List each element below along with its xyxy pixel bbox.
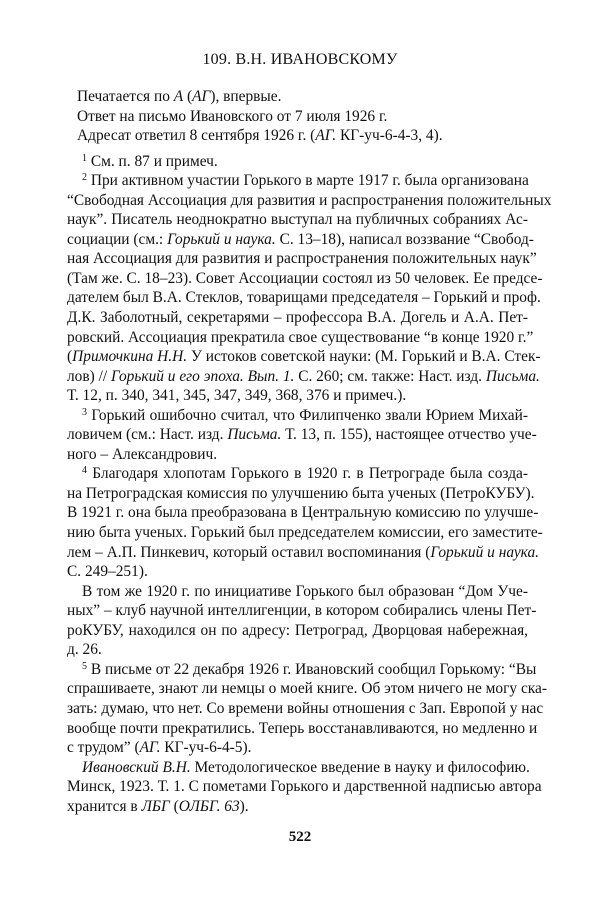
text-line bbox=[67, 171, 528, 191]
text-line bbox=[67, 230, 534, 250]
text-run: роКУБУ, находился он по адресу: Петроград, Дворцовая набережная, bbox=[67, 621, 528, 639]
text-run: Минск, 1923. Т. 1. С пометами Горького и дарственной надписью автора bbox=[67, 778, 542, 796]
text-line bbox=[67, 503, 539, 523]
italic-reference: Горький и наука. bbox=[430, 543, 540, 561]
text-run: Адресат ответил 8 сентября 1926 г. ( bbox=[77, 127, 316, 145]
publication-note bbox=[67, 87, 528, 146]
italic-reference: А bbox=[173, 88, 184, 105]
footnote-paragraph bbox=[67, 406, 537, 465]
text-line bbox=[67, 758, 528, 778]
text-line bbox=[67, 107, 528, 127]
text-line bbox=[67, 445, 528, 465]
text-line bbox=[67, 308, 528, 328]
text-run: дателем был В.А. Стеклов, товарищами председателя – Горький и проф. bbox=[67, 289, 541, 307]
footnote-paragraph bbox=[67, 758, 542, 817]
text-line bbox=[67, 191, 552, 211]
italic-reference: АГ. bbox=[139, 739, 161, 757]
footnote-paragraph bbox=[67, 660, 548, 758]
text-run: ного – Александрович. bbox=[67, 445, 218, 463]
italic-reference: Горький и его эпоха. Вып. 1. bbox=[111, 367, 295, 385]
text-run: нию быта ученых. Горький был председателем комиссии, его заместите- bbox=[67, 524, 543, 542]
text-run: ловичем (см.: Наст. изд. bbox=[67, 426, 228, 444]
text-run: В том же 1920 г. по инициативе Горького был образован “Дом Уче- bbox=[82, 582, 528, 600]
text-run: наук”. Писатель неоднократно выступал на публичных собраниях Ас- bbox=[67, 211, 528, 229]
text-run: социации (см.: bbox=[67, 230, 168, 248]
italic-reference: Примочкина Н.Н. bbox=[72, 348, 188, 366]
text-run: вообще почти прекратились. Теперь восстанавливаются, но медленно и bbox=[67, 719, 538, 737]
text-line bbox=[67, 406, 528, 426]
text-run: С. 13–18), написал воззвание “Свобод- bbox=[275, 230, 534, 248]
text-line bbox=[67, 87, 528, 107]
text-line bbox=[67, 699, 544, 719]
text-line bbox=[67, 152, 528, 172]
text-line bbox=[67, 543, 540, 563]
italic-reference: АГ. bbox=[315, 127, 337, 145]
text-run: Т. 13, п. 155), настоящее отчество уче- bbox=[281, 426, 537, 444]
text-line bbox=[67, 621, 528, 641]
text-run: У истоков советской науки: (М. Горький и В.А. Стек- bbox=[187, 348, 541, 366]
text-line bbox=[67, 777, 542, 797]
text-line bbox=[67, 562, 528, 582]
text-run: д. 26. bbox=[67, 641, 102, 659]
text-run: С. 260; см. также: Наст. изд. bbox=[294, 367, 486, 385]
text-line bbox=[67, 210, 528, 230]
text-run: лем – А.П. Пинкевич, который оставил воспоминания ( bbox=[67, 543, 431, 561]
text-line bbox=[67, 660, 537, 680]
italic-reference: АГ bbox=[192, 88, 211, 105]
text-line bbox=[67, 601, 537, 621]
text-run: КГ-уч-6-4-5). bbox=[160, 739, 252, 757]
text-line bbox=[67, 464, 528, 484]
text-line bbox=[67, 328, 534, 348]
text-run: См. п. 87 и примеч. bbox=[87, 152, 218, 170]
text-run: на Петроградская комиссия по улучшению быта ученых (ПетроКУБУ). bbox=[67, 484, 535, 502]
text-run: “Свободная Ассоциация для развития и распространения положительных bbox=[67, 191, 552, 209]
text-line bbox=[67, 738, 528, 758]
text-line bbox=[67, 249, 537, 269]
text-run: с трудом” ( bbox=[67, 739, 140, 757]
footnote-paragraph bbox=[67, 171, 552, 406]
footnote-paragraph bbox=[67, 464, 543, 581]
text-run: Печатается по bbox=[77, 88, 174, 105]
text-run: ных” – клуб научной интеллигенции, в котором собирались члены Пет- bbox=[67, 602, 537, 620]
text-run: КГ-уч-6-4-3, 4). bbox=[336, 127, 443, 145]
text-run: ( bbox=[67, 348, 73, 366]
text-run: Горький ошибочно считал, что Филипченко звали Юрием Михай- bbox=[87, 406, 528, 424]
text-line bbox=[67, 719, 538, 739]
italic-reference: ЛБГ bbox=[141, 797, 170, 815]
italic-reference: Письма. bbox=[227, 426, 282, 444]
footnote-paragraph bbox=[67, 582, 537, 660]
text-run: спрашиваете, знают ли немцы о моей книге. Об этом ничего не могу ска- bbox=[67, 680, 548, 698]
text-run: (Там же. С. 18–23). Совет Ассоциации состоял из 50 человек. Ее предсе- bbox=[67, 269, 543, 287]
text-run: В письме от 22 декабря 1926 г. Ивановский сообщил Горькому: “Вы bbox=[87, 660, 537, 678]
text-run: ), впервые. bbox=[210, 88, 282, 105]
text-line bbox=[67, 797, 528, 817]
page-number: 522 bbox=[288, 829, 312, 845]
text-line bbox=[67, 288, 541, 308]
text-line bbox=[67, 582, 528, 602]
text-run: хранится в bbox=[67, 797, 142, 815]
footnote-number: 4 bbox=[82, 465, 87, 477]
text-line bbox=[67, 126, 528, 146]
text-run: При активном участии Горького в марте 1917 г. была организована bbox=[87, 172, 529, 190]
text-line bbox=[67, 269, 543, 289]
text-run: С. 249–251). bbox=[67, 563, 148, 581]
text-run: зать: думаю, что нет. Со времени войны отношения с Зап. Европой у нас bbox=[67, 699, 544, 717]
text-run: ная Ассоциация для развития и распространения положительных наук” bbox=[67, 250, 537, 268]
commentary-text bbox=[67, 87, 552, 816]
text-run: ( bbox=[169, 797, 179, 815]
text-run: В 1921 г. она была преобразована в Центральную комиссию по улучше- bbox=[67, 504, 539, 522]
text-line bbox=[67, 484, 535, 504]
text-run: ( bbox=[183, 88, 193, 105]
text-line bbox=[67, 386, 528, 406]
italic-reference: Ивановский В.Н. bbox=[82, 758, 191, 776]
text-run: Т. 12, п. 340, 341, 345, 347, 349, 368, 376 и примеч.). bbox=[67, 387, 407, 405]
italic-reference: ОЛБГ. 63 bbox=[178, 797, 240, 815]
text-line bbox=[67, 425, 537, 445]
footnote-number: 2 bbox=[82, 172, 87, 184]
text-run: ровский. Ассоциация прекратила свое существование “в конце 1920 г.” bbox=[67, 328, 534, 346]
text-run: лов) // bbox=[67, 367, 112, 385]
text-run: Благодаря хлопотам Горького в 1920 г. в Петрограде была созда- bbox=[87, 465, 528, 483]
italic-reference: Горький и наука. bbox=[167, 230, 276, 248]
text-line bbox=[67, 523, 543, 543]
footnote-number: 1 bbox=[82, 152, 87, 164]
text-line bbox=[67, 640, 528, 660]
letter-heading: 109. В.Н. ИВАНОВСКОМУ bbox=[202, 51, 398, 68]
text-run: Методологическое введение в науку и философию. bbox=[190, 758, 530, 776]
italic-reference: Письма. bbox=[485, 367, 540, 385]
text-line bbox=[67, 347, 541, 367]
footnote-number: 5 bbox=[82, 660, 87, 672]
text-run: ). bbox=[239, 797, 249, 815]
footnote-number: 3 bbox=[82, 406, 87, 418]
text-line bbox=[67, 679, 548, 699]
footnote-paragraph bbox=[67, 152, 528, 172]
text-run: Ответ на письмо Ивановского от 7 июля 1926 г. bbox=[77, 107, 388, 125]
text-line bbox=[67, 367, 540, 387]
text-run: Д.К. Заболотный, секретарями – профессора В.А. Догель и А.А. Пет- bbox=[67, 309, 528, 327]
